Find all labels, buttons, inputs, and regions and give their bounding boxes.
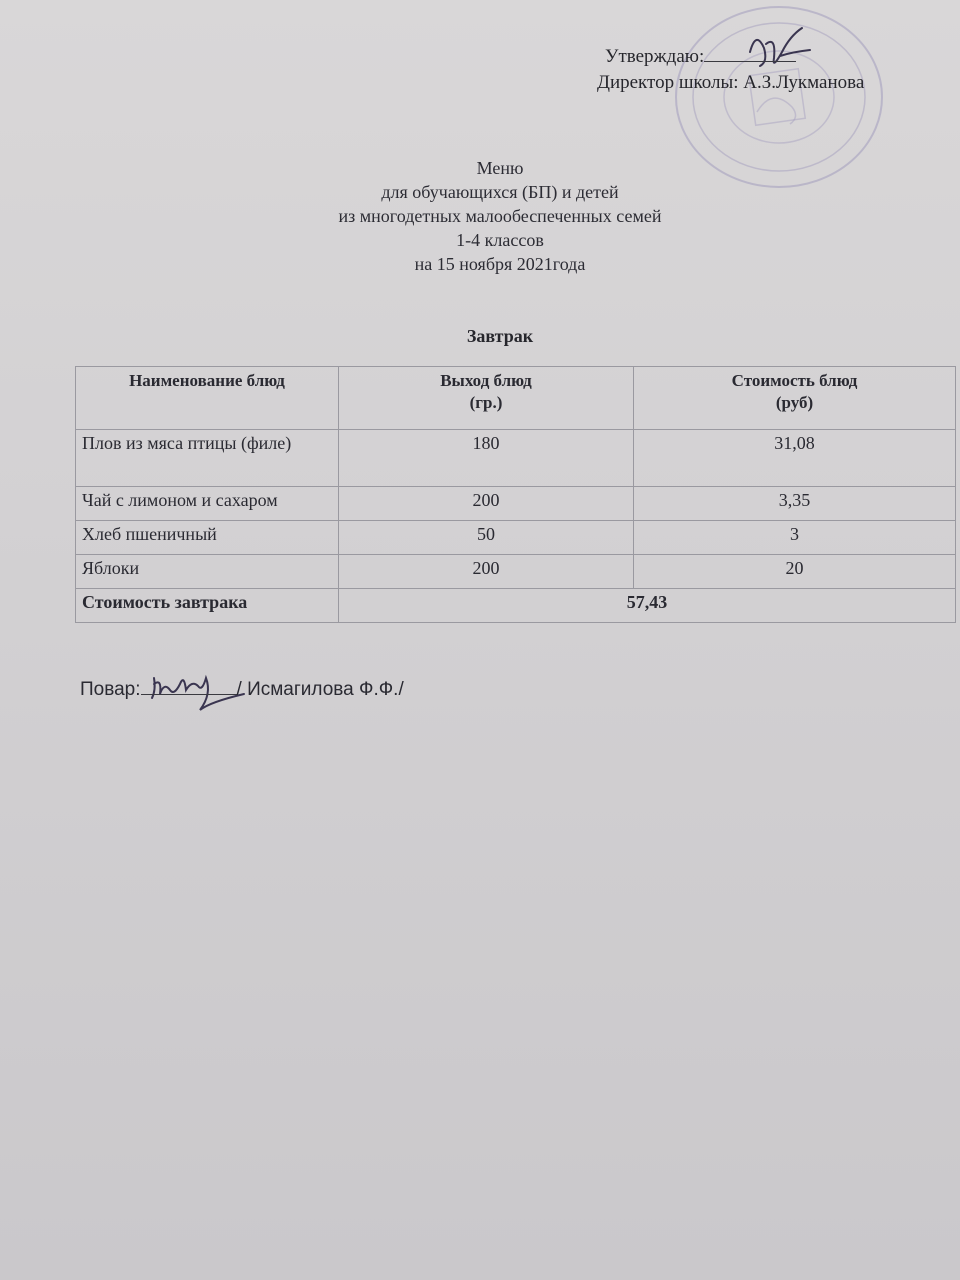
dish-yield: 50 <box>339 521 634 555</box>
approval-block <box>597 44 864 96</box>
dish-name: Плов из мяса птицы (филе) <box>76 430 339 487</box>
title-line-1: Меню <box>476 158 524 178</box>
table-row <box>76 487 956 521</box>
cook-line <box>80 678 404 701</box>
dish-cost: 31,08 <box>634 430 956 487</box>
header-cost <box>634 367 956 430</box>
dish-cost: 20 <box>634 555 956 589</box>
header-yield-main: Выход блюд <box>440 371 532 390</box>
menu-title <box>200 156 800 276</box>
menu-table <box>75 366 956 623</box>
cook-signature-line <box>141 678 237 695</box>
dish-cost: 3 <box>634 521 956 555</box>
total-value: 57,43 <box>339 589 956 623</box>
header-cost-unit: (руб) <box>775 393 814 412</box>
dish-name: Чай с лимоном и сахаром <box>76 487 339 521</box>
section-title: Завтрак <box>466 326 534 346</box>
dish-yield: 180 <box>339 430 634 487</box>
header-yield-unit: (гр.) <box>469 393 503 412</box>
header-name: Наименование блюд <box>76 367 339 430</box>
header-yield <box>339 367 634 430</box>
table-header-row <box>76 367 956 430</box>
title-line-3: из многодетных малообеспеченных семей <box>338 206 662 226</box>
table-row <box>76 430 956 487</box>
header-cost-main: Стоимость блюд <box>731 371 858 390</box>
title-line-2: для обучающихся (БП) и детей <box>381 182 619 202</box>
table-row <box>76 521 956 555</box>
table-row <box>76 555 956 589</box>
approve-signature-line <box>704 47 796 62</box>
director-line: Директор школы: А.З.Лукманова <box>597 72 865 93</box>
dish-cost: 3,35 <box>634 487 956 521</box>
dish-name: Хлеб пшеничный <box>76 521 339 555</box>
cook-name: / Исмагилова Ф.Ф./ <box>236 679 404 700</box>
approve-label: Утверждаю: <box>605 46 705 67</box>
dish-yield: 200 <box>339 555 634 589</box>
dish-yield: 200 <box>339 487 634 521</box>
title-line-4: 1-4 классов <box>456 230 544 250</box>
dish-name: Яблоки <box>76 555 339 589</box>
total-row <box>76 589 956 623</box>
total-label: Стоимость завтрака <box>76 589 339 623</box>
cook-label: Повар: <box>80 679 141 700</box>
title-line-5: на 15 ноября 2021года <box>414 254 586 274</box>
